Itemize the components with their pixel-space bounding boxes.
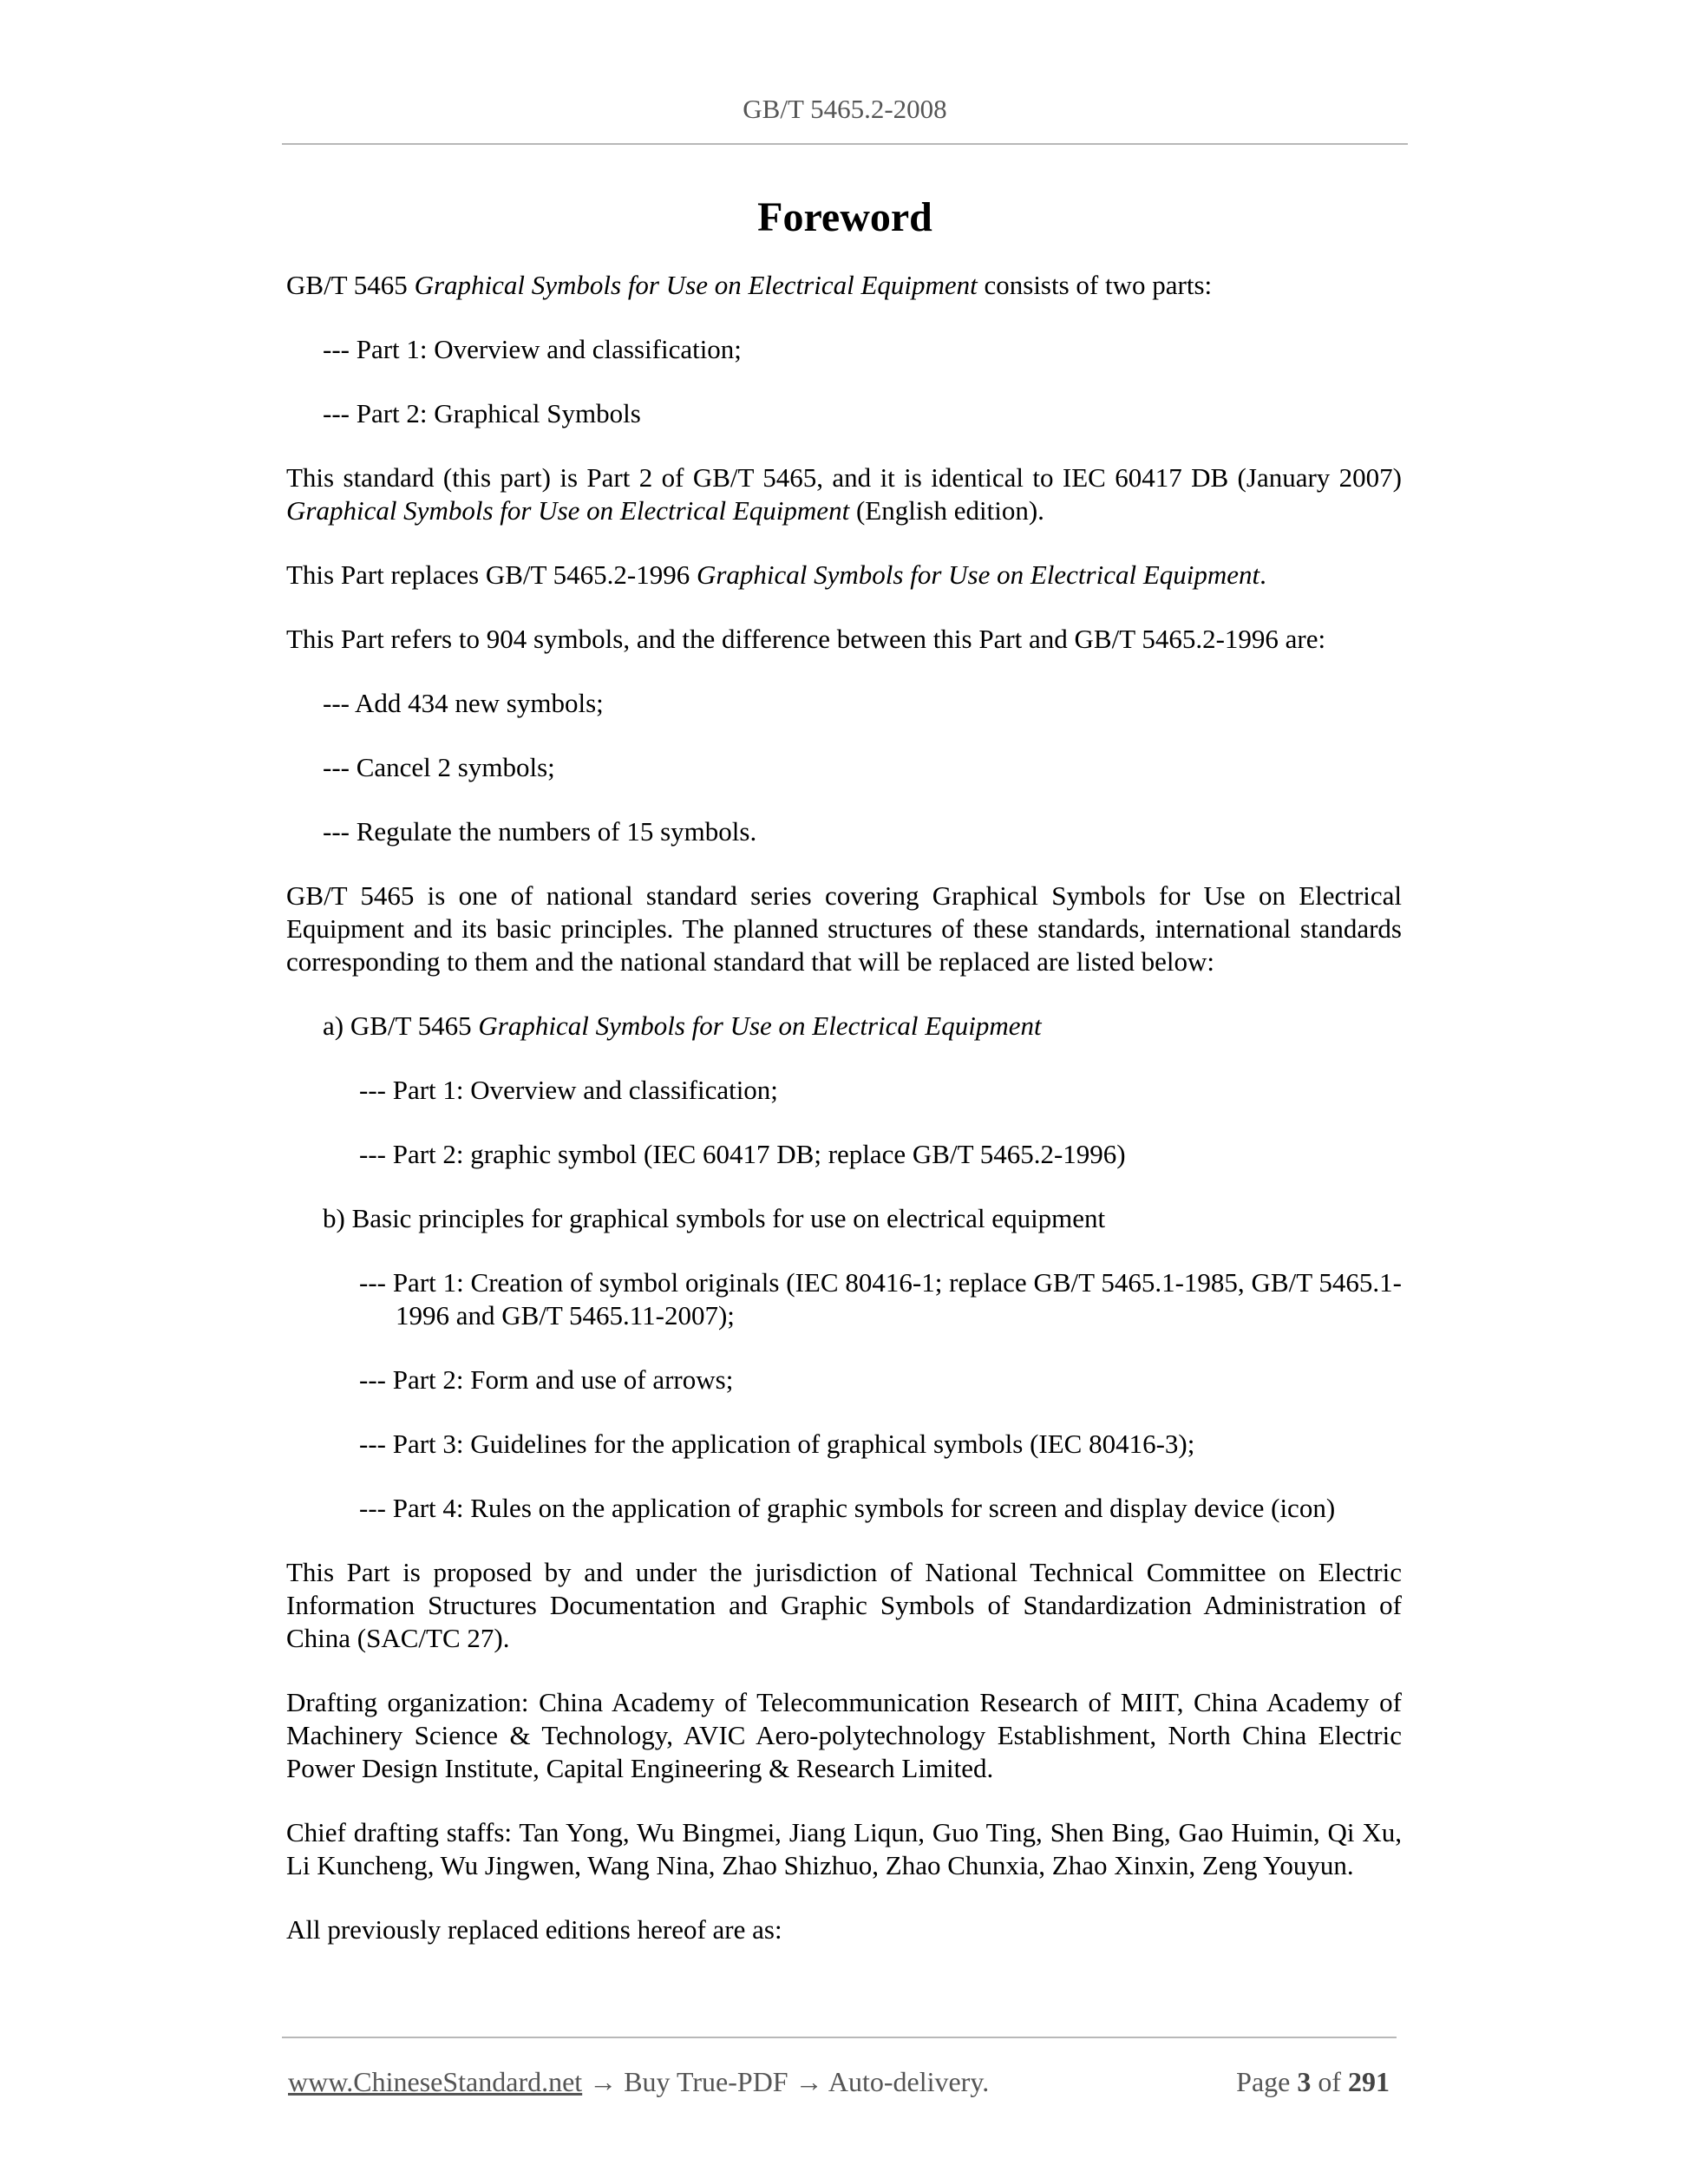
page-number: Page 3 of 291 — [1236, 2066, 1390, 2097]
series-b-item: --- Part 4: Rules on the application of graphic symbols for screen and display device (icon) — [359, 1493, 1336, 1523]
standard-title-italic: Graphical Symbols for Use on Electrical Equipment — [414, 270, 978, 300]
difference-item: --- Regulate the numbers of 15 symbols. — [323, 816, 757, 847]
standard-title-italic: Graphical Symbols for Use on Electrical Equipment — [478, 1010, 1042, 1041]
page-title: Foreword — [757, 194, 932, 240]
parts-list-item: --- Part 2: Graphical Symbols — [323, 398, 641, 428]
series-a-item: --- Part 2: graphic symbol (IEC 60417 DB; replace GB/T 5465.2-1996) — [359, 1139, 1126, 1169]
replaces-paragraph: This Part replaces GB/T 5465.2-1996 Graphical Symbols for Use on Electrical Equipment. — [286, 559, 1266, 590]
purchase-promo-text: → Buy True-PDF → Auto-delivery. — [582, 2066, 990, 2097]
series-a-item: --- Part 1: Overview and classification; — [359, 1075, 778, 1105]
difference-item: --- Add 434 new symbols; — [323, 688, 604, 718]
footer-divider — [282, 2037, 1397, 2038]
standard-id: GB/T 5465.2-2008 — [743, 94, 947, 124]
standard-title-italic: Graphical Symbols for Use on Electrical Equipment — [696, 559, 1260, 590]
total-pages: 291 — [1348, 2066, 1390, 2097]
header-divider — [282, 143, 1408, 145]
series-b-item: --- Part 3: Guidelines for the application of graphical symbols (IEC 80416-3); — [359, 1429, 1195, 1459]
series-paragraph: GB/T 5465 is one of national standard series covering Graphical Symbols for Use on Electrical Equipment and its basic principles. The planned structures of these standards, international standards corresponding to them and the national standard that will be replaced are listed below: — [286, 880, 1402, 977]
page-header — [282, 0, 1408, 122]
current-page: 3 — [1297, 2066, 1312, 2097]
document-body — [286, 269, 1402, 1946]
intro-paragraph: GB/T 5465 Graphical Symbols for Use on Electrical Equipment consists of two parts: — [286, 270, 1213, 300]
difference-item: --- Cancel 2 symbols; — [323, 752, 555, 782]
standard-title-italic: Graphical Symbols for Use on Electrical Equipment — [286, 495, 850, 526]
chief-drafting-staffs-paragraph: Chief drafting staffs: Tan Yong, Wu Bingmei, Jiang Liqun, Guo Ting, Shen Bing, Gao Huimin, Qi Xu, Li Kuncheng, Wu Jingwen, Wang Nina, Zhao Shizhuo, Zhao Chunxia, Zhao Xinxin, Zeng Youyun. — [286, 1817, 1402, 1880]
website-link[interactable]: www.ChineseStandard.net — [288, 2066, 583, 2097]
series-a-heading: a) GB/T 5465 Graphical Symbols for Use on Electrical Equipment — [323, 1010, 1042, 1041]
previous-editions-paragraph: All previously replaced editions hereof are as: — [286, 1914, 782, 1945]
proposed-by-paragraph: This Part is proposed by and under the jurisdiction of National Technical Committee on Electric Information Structures Documentation and Graphic Symbols of Standardization Administration of China (SAC/TC 27). — [286, 1557, 1402, 1653]
series-b-item: --- Part 2: Form and use of arrows; — [359, 1364, 734, 1395]
parts-list-item: --- Part 1: Overview and classification; — [323, 334, 742, 364]
drafting-organization-paragraph: Drafting organization: China Academy of Telecommunication Research of MIIT, China Academy of Machinery Science & Technology, AVIC Aero-polytechnology Establishment, North China Electric Power Design Institute, Capital Engineering & Research Limited. — [286, 1687, 1402, 1783]
series-b-heading: b) Basic principles for graphical symbols for use on electrical equipment — [323, 1203, 1106, 1233]
differences-intro: This Part refers to 904 symbols, and the difference between this Part and GB/T 5465.2-1996 are: — [286, 624, 1326, 654]
identical-paragraph: This standard (this part) is Part 2 of GB/T 5465, and it is identical to IEC 60417 DB (January 2007) Graphical Symbols for Use on Electrical Equipment (English edition). — [286, 462, 1402, 526]
page-footer — [288, 2064, 1390, 2099]
series-b-item: --- Part 1: Creation of symbol originals (IEC 80416-1; replace GB/T 5465.1-1985, GB/T 5465.1-1996 and GB/T 5465.11-2007); — [359, 1267, 1402, 1331]
